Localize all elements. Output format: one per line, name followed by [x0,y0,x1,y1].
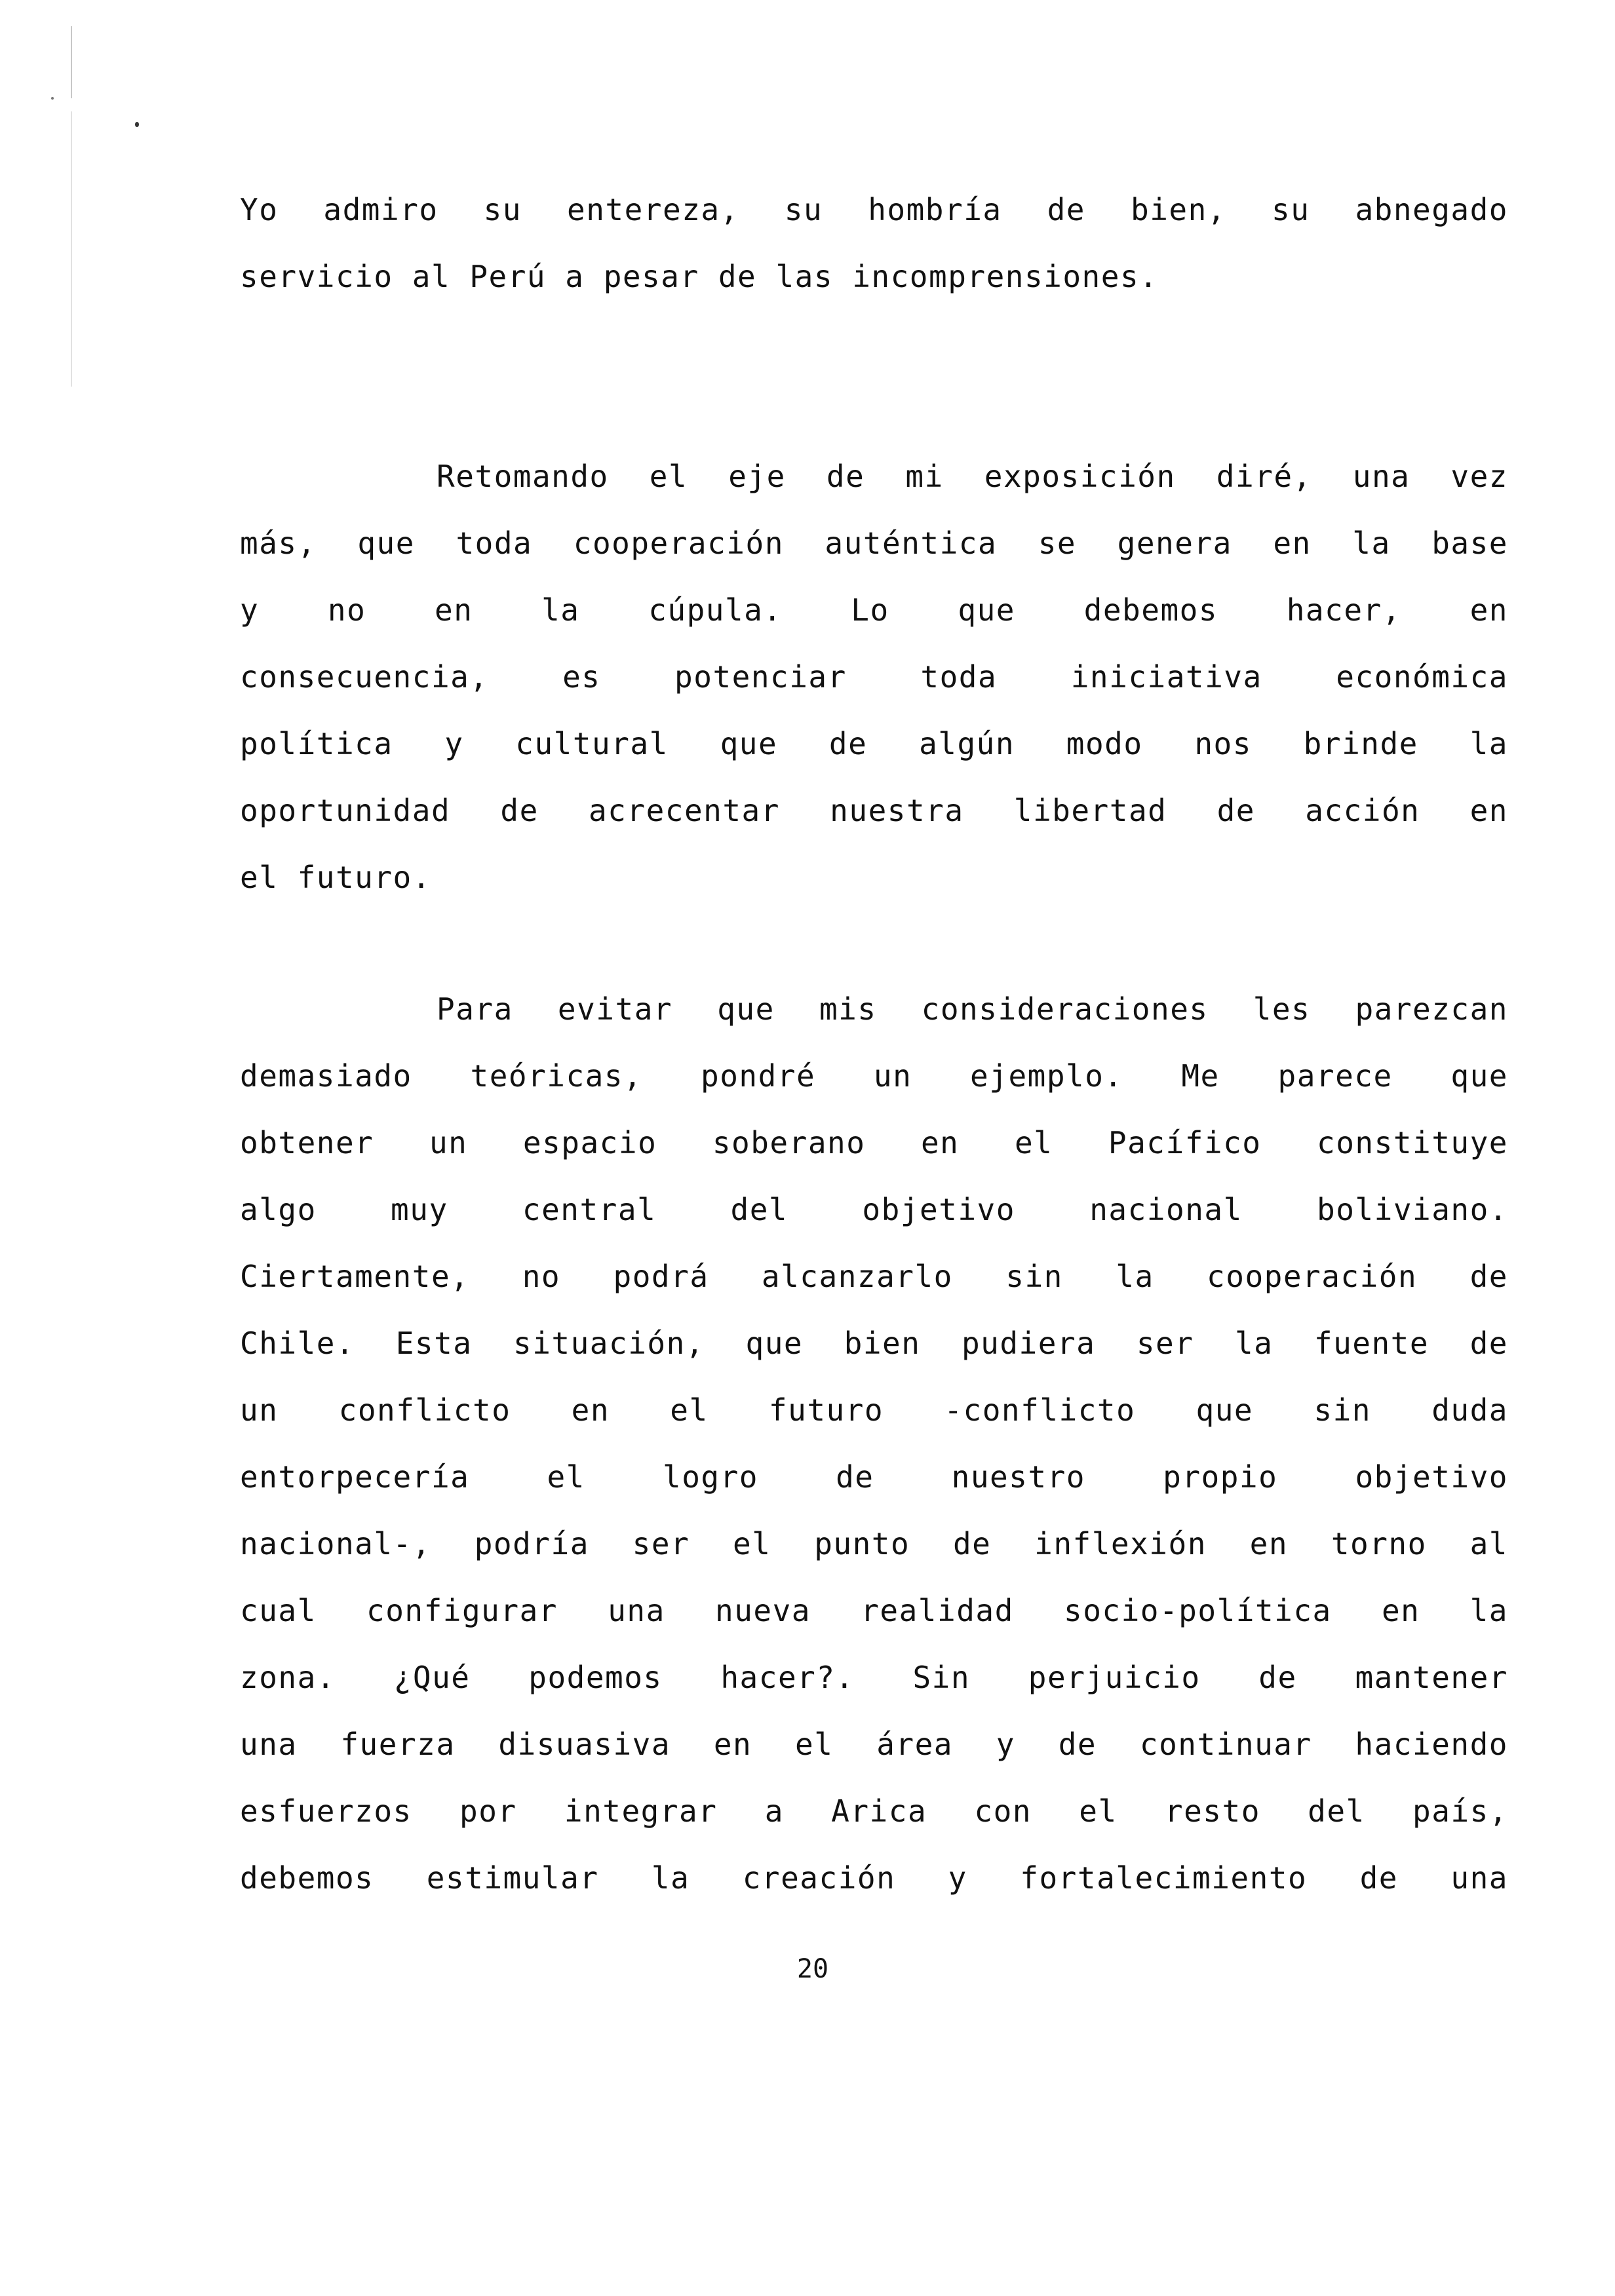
paragraph-3-line-2: demasiado teóricas, pondré un ejemplo. Me parece que [240,1058,1508,1094]
paragraph-3-line-12: una fuerza disuasiva en el área y de continuar haciendo [240,1727,1508,1762]
paragraph-3-line-5: Ciertamente, no podrá alcanzarlo sin la cooperación de [240,1259,1508,1294]
paragraph-3-line-9: nacional-, podría ser el punto de inflexión en torno al [240,1526,1508,1561]
paragraph-3-line-3: obtener un espacio soberano en el Pacífico constituye [240,1125,1508,1160]
paragraph-3-line-13: esfuerzos por integrar a Arica con el resto del país, [240,1793,1508,1829]
paragraph-3-line-11: zona. ¿Qué podemos hacer?. Sin perjuicio de mantener [240,1660,1508,1695]
paragraph-2-line-2: más, que toda cooperación auténtica se genera en la base [240,526,1508,561]
paragraph-3-line-14: debemos estimular la creación y fortalecimiento de una [240,1860,1508,1896]
paragraph-2-line-5: política y cultural que de algún modo nos brinde la [240,726,1508,761]
paragraph-2-line-4: consecuencia, es potenciar toda iniciativa económica [240,659,1508,695]
paragraph-3-line-6: Chile. Esta situación, que bien pudiera ser la fuente de [240,1326,1508,1361]
paragraph-3-line-4: algo muy central del objetivo nacional boliviano. [240,1192,1508,1227]
paragraph-3-line-8: entorpecería el logro de nuestro propio objetivo [240,1459,1508,1495]
page-number: 20 [796,1954,829,1984]
paragraph-2-line-3: y no en la cúpula. Lo que debemos hacer, en [240,592,1508,628]
paragraph-1-line-2: servicio al Perú a pesar de las incomprensiones. [240,259,1159,294]
paragraph-3-line-7: un conflicto en el futuro -conflicto que sin duda [240,1392,1508,1428]
paragraph-2-line-6: oportunidad de acrecentar nuestra libertad de acción en [240,793,1508,828]
scan-speck [51,97,54,100]
scan-speck [135,122,139,127]
scan-margin-line [71,111,72,387]
paragraph-3-line-10: cual configurar una nueva realidad socio-política en la [240,1593,1508,1628]
scan-margin-line [71,26,72,98]
paragraph-2-line-7: el futuro. [240,860,431,895]
paragraph-2-line-1: Retomando el eje de mi exposición diré, una vez [437,459,1508,494]
paragraph-1-line-1: Yo admiro su entereza, su hombría de bien, su abnegado [240,192,1508,227]
paragraph-3-line-1: Para evitar que mis consideraciones les parezcan [437,991,1508,1027]
